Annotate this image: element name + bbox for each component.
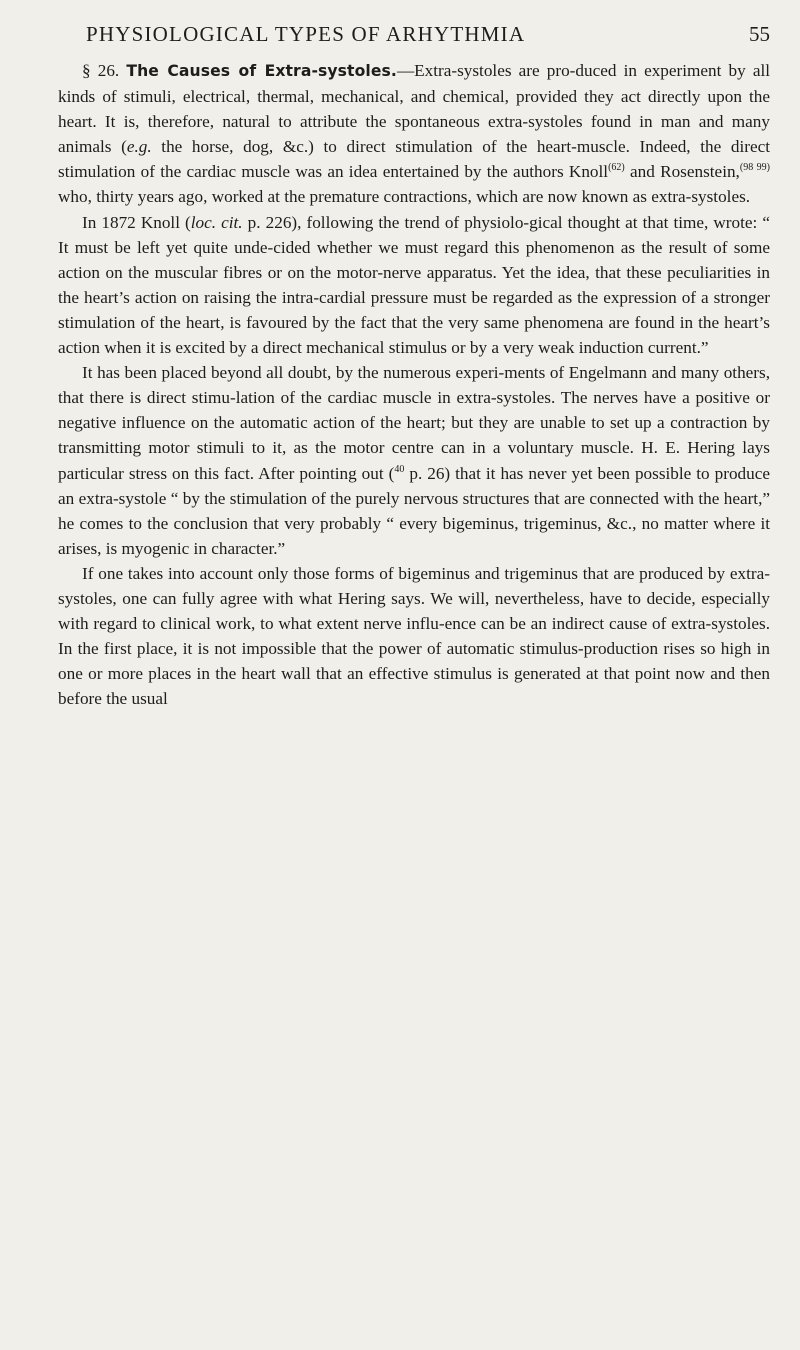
reference-rosenstein: (98 99) [739,162,770,174]
running-title: PHYSIOLOGICAL TYPES OF ARHYTHMIA [86,22,526,46]
paragraph-2-italic-loc-cit: loc. cit. [190,212,243,232]
reference-hering: 40 [394,463,405,475]
section-number: 26. [97,61,120,80]
paragraph-1-italic-eg: e.g. [126,137,152,157]
paragraph-2-text-a: In 1872 Knoll ( [82,212,191,232]
paragraph-1 [58,58,770,210]
reference-knoll: (62) [608,162,625,174]
paragraph-2 [58,210,770,361]
paragraph-1-text-b: the horse, dog, &c.) to direct stimulation of the heart-muscle. Indeed, the direct stimulation of the cardiac muscle was an idea entertained by the authors Knoll [58,137,770,182]
paragraph-2-text-b: p. 226), following the trend of physiolo-gical thought at that time, wrote: “ It must be left yet quite unde-cided whether we must regard this phenomenon as the result of some action on the muscular fibres or on the motor-nerve apparatus. Yet the idea, that these peculiarities in the heart’s action on raising the intra-cardial pressure must be regarded as the expression of a stronger stimulation of the heart, is favoured by the fact that the very same phenomena are found in the heart’s action when it is excited by a direct mechanical stimulus or by a very weak induction current.” [58,212,770,358]
body-text [58,58,770,711]
paragraph-3 [58,360,770,561]
section-sign: § [82,61,91,80]
book-page [58,22,770,711]
paragraph-1-text-d: who, thirty years ago, worked at the premature contractions, which are now known as extra-systoles. [58,187,751,207]
paragraph-1-text-a: —Extra-systoles are pro-duced in experiment by all kinds of stimuli, electrical, thermal, mechanical, and chemical, provided they act directly upon the heart. It is, therefore, natural to attribute the spontaneous extra-systoles found in man and many animals ( [58,61,771,157]
paragraph-1-text-c: and Rosenstein, [624,162,740,182]
section-title: The Causes of Extra-systoles. [126,62,397,80]
paragraph-3-text-b: p. 26) that it has never yet been possible to produce an extra-systole “ by the stimulation of the purely nervous structures that are connected with the heart,” he comes to the conclusion that very probably “ every bigeminus, trigeminus, &c., no matter where it arises, is myogenic in character.” [58,463,770,558]
paragraph-3-text-a: It has been placed beyond all doubt, by the numerous experi-ments of Engelmann and many others, that there is direct stimu-lation of the cardiac muscle in extra-systoles. The nerves have a positive or negative influence on the automatic action of the heart; but they are unable to set up a contraction by transmitting motor stimuli to it, as the motor centre can in a voluntary muscle. H. E. Hering lays particular stress on this fact. After pointing out ( [58,363,770,483]
running-head [58,22,770,58]
paragraph-4: If one takes into account only those forms of bigeminus and trigeminus that are produced by extra-systoles, one can fully agree with what Hering says. We will, nevertheless, have to decide, especially with regard to clinical work, to what extent nerve influ-ence can be an indirect cause of extra-systoles. In the first place, it is not impossible that the power of automatic stimulus-production rises so high in one or more places in the heart wall that an effective stimulus is generated at that point now and then before the usual [58,563,770,709]
page-number: 55 [749,22,770,46]
